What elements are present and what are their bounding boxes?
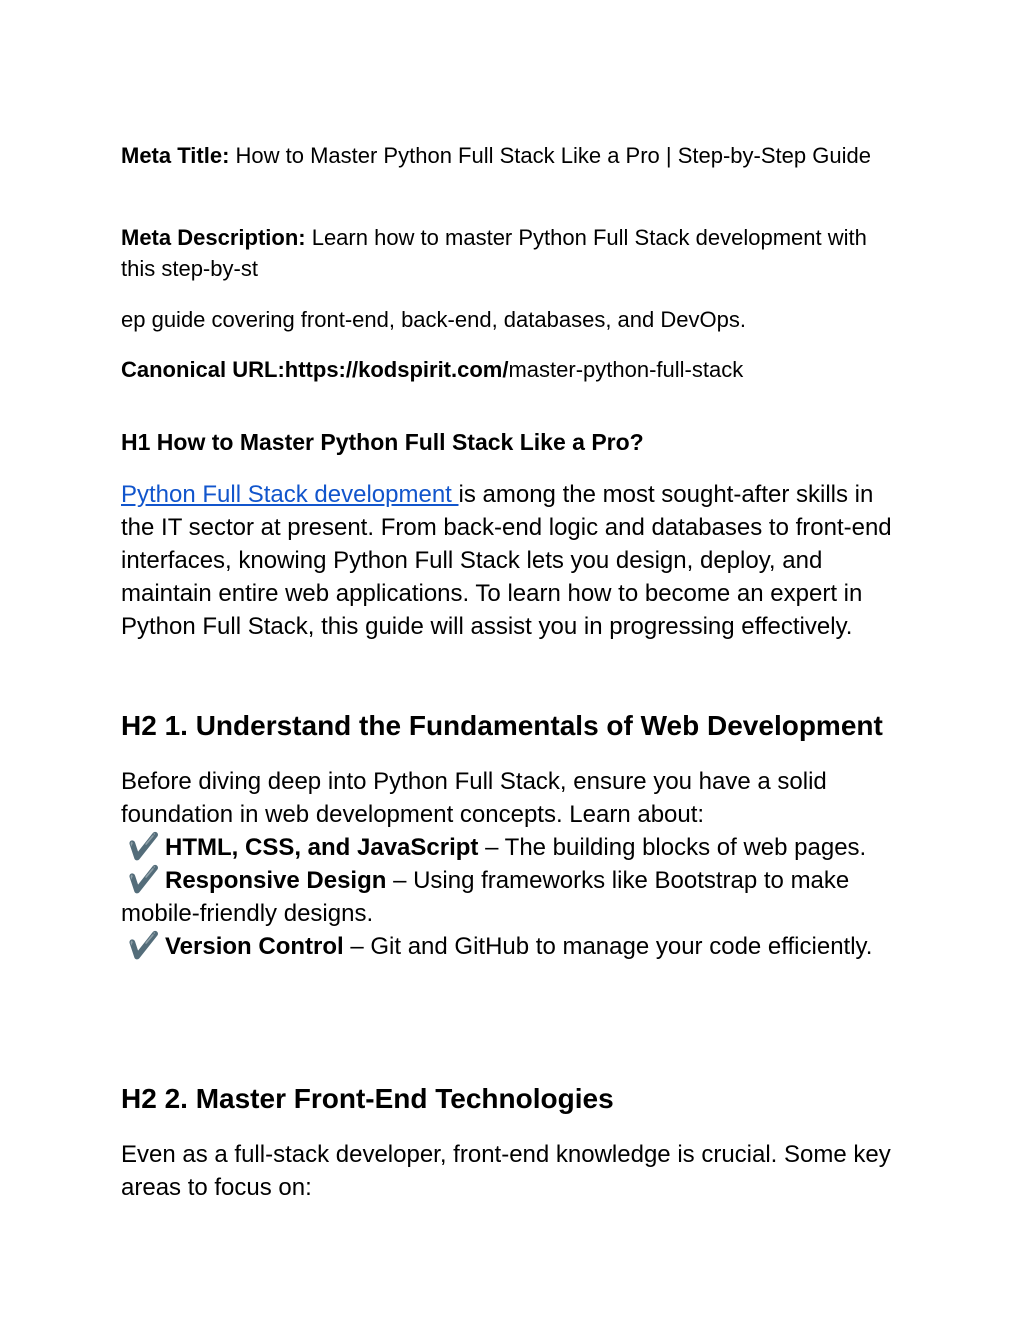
check-mark-icon: ✔️ — [127, 931, 161, 961]
list-item-term: Responsive Design — [165, 867, 387, 894]
canonical-path: master-python-full-stack — [508, 357, 744, 382]
meta-description-label: Meta Description: — [121, 225, 306, 250]
python-full-stack-link[interactable]: Python Full Stack development — [121, 481, 459, 508]
intro-paragraph — [121, 478, 911, 643]
list-item-term: HTML, CSS, and JavaScript — [165, 834, 479, 861]
meta-title — [121, 140, 901, 171]
section2-lead: Even as a full-stack developer, front-end knowledge is crucial. Some key areas to focus on: — [121, 1141, 891, 1201]
canonical-url — [121, 354, 901, 385]
list-item-desc: – Git and GitHub to manage your code efficiently. — [343, 933, 873, 960]
meta-title-value: How to Master Python Full Stack Like a Pro | Step-by-Step Guide — [229, 143, 871, 168]
section2-heading: H2 2. Master Front-End Technologies — [121, 1083, 614, 1114]
intro-text: is among the most sought-after skills in the IT sector at present. From back-end logic and databases to front-end interfaces, knowing Python Full Stack lets you design, deploy, and maintain entire web applications. To learn how to become an expert in Python Full Stack, this guide will assist you in progressing effectively. — [121, 481, 892, 640]
meta-description — [121, 222, 901, 284]
section1-lead: Before diving deep into Python Full Stack, ensure you have a solid foundation in web development concepts. Learn about: — [121, 768, 827, 828]
canonical-domain: https://kodspirit.com/ — [284, 357, 509, 382]
check-mark-icon: ✔️ — [127, 832, 161, 862]
section1-body — [121, 765, 911, 963]
list-item-term: Version Control — [165, 933, 344, 960]
canonical-label: Canonical URL: — [121, 357, 285, 382]
meta-description-value: Learn how to master Python Full Stack development with this step-by-st — [121, 225, 867, 281]
list-item-desc: – The building blocks of web pages. — [478, 834, 867, 861]
meta-description-continuation: ep guide covering front-end, back-end, databases, and DevOps. — [121, 307, 746, 332]
meta-title-label: Meta Title: — [121, 143, 230, 168]
h1-heading: H1 How to Master Python Full Stack Like a Pro? — [121, 429, 644, 455]
section1-heading: H2 1. Understand the Fundamentals of Web Development — [121, 710, 883, 741]
list-item-desc: – Using frameworks like Bootstrap to make mobile-friendly designs. — [121, 867, 850, 927]
check-mark-icon: ✔️ — [127, 865, 161, 895]
